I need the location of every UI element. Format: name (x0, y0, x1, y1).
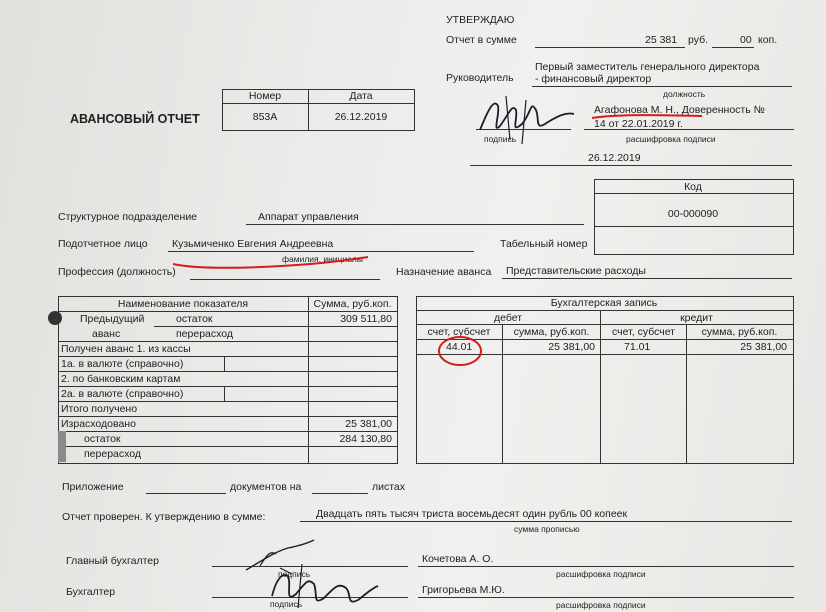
accountant-decode-line (418, 597, 794, 598)
lt-line (58, 386, 397, 387)
lt-line (58, 401, 397, 402)
at-title: Бухгалтерская запись (550, 297, 658, 309)
head-signature-drawing (470, 90, 580, 146)
approve-heading: УТВЕРЖДАЮ (446, 14, 515, 26)
tab-number-label: Табельный номер (500, 238, 588, 250)
documents-on-label: документов на (230, 481, 302, 493)
at-credit-acc: 71.01 (624, 341, 651, 353)
at-credit-sum-label: сумма, руб.коп. (701, 326, 778, 338)
report-sum-line (535, 47, 685, 48)
at-debit-acc-label: счет, субсчет (427, 326, 491, 338)
accountant-label: Бухгалтер (66, 586, 116, 598)
sheets-label: листах (372, 481, 406, 493)
lt-vline (224, 356, 225, 371)
position-line (532, 86, 792, 87)
lt-line (58, 341, 397, 342)
lt-balance-label: остаток (176, 313, 213, 325)
accountant-signature-caption: подпись (270, 599, 303, 609)
person-value: Кузьмиченко Евгения Андреевна (172, 238, 334, 250)
at-line (416, 324, 793, 325)
lt-advance-label: аванс (92, 328, 121, 340)
purpose-value: Представительские расходы (506, 265, 646, 277)
report-sum-kop: 00 (740, 34, 752, 46)
lt-gray-cell (58, 431, 66, 462)
purpose-line (502, 278, 792, 279)
code-value: 00-000090 (667, 208, 719, 220)
lt-row-1a: 1а. в валюте (справочно) (61, 358, 184, 370)
purpose-label: Назначение аванса (396, 266, 492, 278)
attachment-sheets-line (312, 493, 368, 494)
sum-words-line (300, 521, 792, 522)
lt-line (58, 371, 397, 372)
head-decode-line (584, 129, 794, 130)
head-position-line2: - финансовый директор (535, 73, 652, 85)
profession-line (190, 279, 380, 280)
lt-vline (224, 386, 225, 401)
red-underline-head-name (590, 112, 705, 122)
head-signature-caption: подпись (484, 134, 517, 144)
code-box-divider (594, 193, 793, 194)
head-decode-caption: расшифровка подписи (626, 134, 716, 144)
lt-line (58, 416, 397, 417)
report-sum-rub: 25 381 (645, 34, 678, 46)
chief-accountant-label: Главный бухгалтер (66, 555, 159, 567)
lt-line (58, 311, 397, 312)
accountant-signature-drawing (262, 560, 382, 612)
department-line (246, 224, 584, 225)
chief-accountant-name: Кочетова А. О. (422, 553, 494, 565)
accountant-name: Григорьева М.Ю. (422, 584, 505, 596)
lt-header-sum: Сумма, руб.коп. (313, 298, 392, 310)
head-label: Руководитель (446, 72, 514, 84)
profession-label: Профессия (должность) (58, 266, 176, 278)
lt-row-2a: 2а. в валюте (справочно) (61, 388, 184, 400)
lt-overrun-label: перерасход (176, 328, 234, 340)
sum-in-words: Двадцать пять тысяч триста восемьдесят один рубль 00 копеек (316, 508, 628, 520)
red-circle-debit-account (436, 334, 484, 368)
sum-words-caption: сумма прописью (514, 524, 580, 534)
number-label: Номер (248, 90, 282, 102)
code-box-divider2 (594, 226, 793, 227)
lt-rest: 284 130,80 (339, 433, 392, 445)
lt-overrun2-label: перерасход (84, 448, 142, 460)
red-underline-person (170, 250, 370, 272)
at-debit: дебет (493, 312, 523, 324)
at-debit-sum: 25 381,00 (548, 341, 595, 353)
position-caption: должность (663, 89, 706, 99)
report-date: 26.12.2019 (334, 111, 388, 123)
lt-header-name: Наименование показателя (117, 298, 249, 310)
code-label: Код (684, 181, 702, 193)
lt-total-received: Итого получено (61, 403, 138, 415)
lt-received: Получен аванс 1. из кассы (61, 343, 191, 355)
lt-row-2: 2. по банковским картам (61, 373, 181, 385)
lt-rest-label: остаток (84, 433, 121, 445)
department-value: Аппарат управления (258, 211, 359, 223)
lt-prev-label: Предыдущий (80, 313, 145, 325)
lt-prev-balance: 309 511,80 (340, 313, 392, 325)
approval-date: 26.12.2019 (588, 152, 641, 164)
at-credit-acc-label: счет, субсчет (612, 326, 675, 338)
head-name-line1: Агафонова М. Н., Доверенность № (594, 104, 765, 116)
date-label: Дата (349, 90, 373, 102)
at-credit: кредит (680, 312, 713, 324)
number-date-divider (222, 103, 414, 104)
person-label: Подотчетное лицо (58, 238, 148, 250)
approval-date-line (470, 165, 792, 166)
person-caption: фамилия, инициалы (282, 254, 363, 264)
lt-spent: 25 381,00 (345, 418, 392, 430)
at-debit-sum-label: сумма, руб.коп. (513, 326, 590, 338)
report-number: 853А (252, 111, 278, 123)
attachment-docs-line (146, 493, 226, 494)
at-line (416, 310, 793, 311)
lt-line (58, 356, 397, 357)
head-name-line2: 14 от 22.01.2019 г. (594, 118, 683, 130)
report-sum-label: Отчет в сумме (446, 34, 517, 46)
rub-unit: руб. (688, 34, 709, 46)
lt-spent-label: Израсходовано (61, 418, 136, 430)
chief-signature-caption: подпись (278, 569, 311, 579)
accountant-decode-caption: расшифровка подписи (556, 600, 646, 610)
chief-decode-line (418, 566, 794, 567)
lt-line (58, 446, 397, 447)
kop-line (712, 47, 754, 48)
checked-label: Отчет проверен. К утверждению в сумме: (62, 511, 266, 523)
department-label: Структурное подразделение (58, 211, 198, 223)
report-title: АВАНСОВЫЙ ОТЧЕТ (70, 112, 200, 126)
attachment-label: Приложение (62, 481, 124, 493)
head-position-line1: Первый заместитель генерального директора (535, 61, 760, 73)
kop-unit: коп. (758, 34, 778, 46)
at-credit-sum: 25 381,00 (740, 341, 787, 353)
chief-decode-caption: расшифровка подписи (556, 569, 646, 579)
hole-punch (48, 311, 62, 325)
lt-line (154, 326, 397, 327)
lt-line (58, 431, 397, 432)
at-debit-acc: 44.01 (446, 341, 473, 353)
